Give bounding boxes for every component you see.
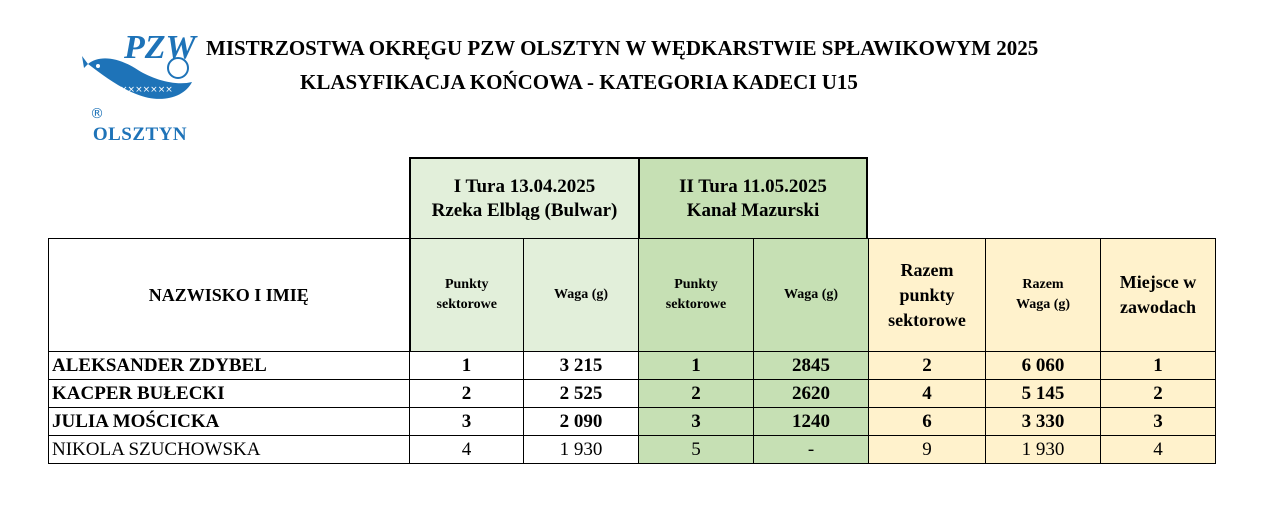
round1-label: I Tura 13.04.2025 Rzeka Elbląg (Bulwar): [431, 176, 618, 221]
cell-total-weight: 1 930: [986, 436, 1101, 464]
round2-header: [638, 157, 868, 239]
cell-place: 1: [1101, 352, 1216, 380]
cell-r1-weight: 2 525: [524, 380, 639, 408]
cell-r1-points: 4: [410, 436, 524, 464]
logo-letters: PZW: [124, 29, 196, 66]
table-row: [49, 436, 1216, 464]
col-r2-weight: Waga (g): [754, 239, 869, 352]
col-name: NAZWISKO I IMIĘ: [49, 239, 410, 352]
col-place: Miejsce w zawodach: [1101, 239, 1216, 352]
col-r1-points: Punkty sektorowe: [410, 239, 524, 352]
svg-text:×××××××: ×××××××: [120, 85, 173, 95]
results-table: [48, 238, 1216, 464]
logo-city: OLSZTYN: [92, 124, 188, 145]
col-total-points: Razem punkty sektorowe: [869, 239, 986, 352]
cell-r2-points: 1: [639, 352, 754, 380]
cell-total-weight: 6 060: [986, 352, 1101, 380]
cell-name: ALEKSANDER ZDYBEL: [49, 352, 410, 380]
pzw-logo: [80, 28, 205, 148]
cell-total-points: 2: [869, 352, 986, 380]
cell-r1-points: 3: [410, 408, 524, 436]
table-row: [49, 352, 1216, 380]
page-subtitle: KLASYFIKACJA KOŃCOWA - KATEGORIA KADECI U15: [300, 70, 858, 94]
cell-r2-weight: 1240: [754, 408, 869, 436]
cell-place: 2: [1101, 380, 1216, 408]
cell-total-points: 4: [869, 380, 986, 408]
cell-r1-weight: 3 215: [524, 352, 639, 380]
cell-r1-weight: 2 090: [524, 408, 639, 436]
cell-name: JULIA MOŚCICKA: [49, 408, 410, 436]
table-header-row: [49, 239, 1216, 352]
cell-r2-weight: 2620: [754, 380, 869, 408]
cell-r2-points: 5: [639, 436, 754, 464]
cell-r2-weight: -: [754, 436, 869, 464]
cell-r2-points: 2: [639, 380, 754, 408]
cell-r2-points: 3: [639, 408, 754, 436]
cell-name: NIKOLA SZUCHOWSKA: [49, 436, 410, 464]
cell-total-weight: 3 330: [986, 408, 1101, 436]
page-title: MISTRZOSTWA OKRĘGU PZW OLSZTYN W WĘDKARSTWIE SPŁAWIKOWYM 2025: [206, 36, 1039, 60]
round2-label: II Tura 11.05.2025 Kanał Mazurski: [679, 176, 827, 221]
cell-place: 3: [1101, 408, 1216, 436]
cell-total-points: 9: [869, 436, 986, 464]
cell-name: KACPER BUŁECKI: [49, 380, 410, 408]
cell-total-weight: 5 145: [986, 380, 1101, 408]
cell-place: 4: [1101, 436, 1216, 464]
cell-total-points: 6: [869, 408, 986, 436]
fish-logo-icon: [80, 28, 205, 128]
registered-mark: ®: [90, 106, 104, 122]
col-r1-weight: Waga (g): [524, 239, 639, 352]
table-row: [49, 408, 1216, 436]
col-total-weight: Razem Waga (g): [986, 239, 1101, 352]
col-r2-points: Punkty sektorowe: [639, 239, 754, 352]
table-row: [49, 380, 1216, 408]
round1-header: [409, 157, 638, 239]
cell-r1-points: 1: [410, 352, 524, 380]
cell-r2-weight: 2845: [754, 352, 869, 380]
cell-r1-weight: 1 930: [524, 436, 639, 464]
cell-r1-points: 2: [410, 380, 524, 408]
